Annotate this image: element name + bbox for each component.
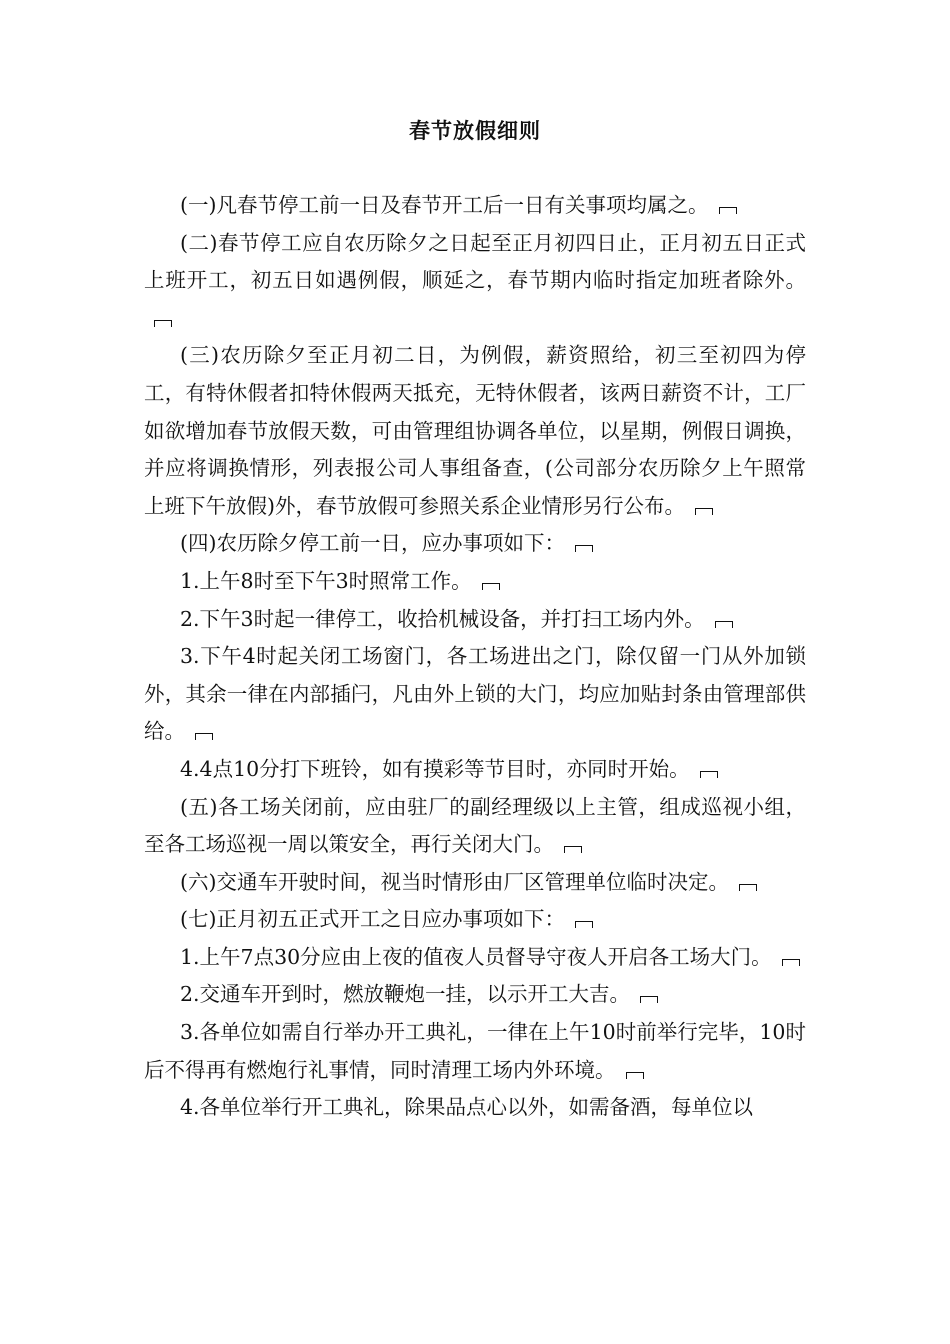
- document-title: 春节放假细则: [409, 119, 541, 143]
- paragraph: [144, 225, 806, 338]
- paragraph: [144, 337, 806, 525]
- paragraph: [144, 187, 806, 225]
- paragraph: [144, 751, 806, 789]
- paragraph-text: (七)正月初五正式开工之日应办事项如下：: [180, 907, 565, 932]
- paragraph-text: (六)交通车开驶时间，视当时情形由厂区管理单位临时决定。: [180, 869, 729, 894]
- paragraph-mark-icon: [154, 320, 172, 327]
- paragraph: [144, 864, 806, 902]
- paragraph-text: 2.下午3时起一律停工，收拾机械设备，并打扫工场内外。: [180, 606, 705, 631]
- paragraph-mark-icon: [626, 1072, 644, 1079]
- paragraph-text: (二)春节停工应自农历除夕之日起至正月初四日止，正月初五日正式上班开工，初五日如遇例假，顺延之，春节期内临时指定加班者除外。: [144, 230, 806, 293]
- paragraph-mark-icon: [695, 508, 713, 515]
- paragraph-mark-icon: [575, 545, 593, 552]
- paragraph-text: 3.各单位如需自行举办开工典礼，一律在上午10时前举行完毕，10时后不得再有燃炮行礼事情，同时清理工场内外环境。: [144, 1020, 806, 1082]
- paragraph-text: 4.各单位举行开工典礼，除果品点心以外，如需备酒，每单位以: [180, 1095, 754, 1120]
- paragraph: [144, 976, 806, 1014]
- paragraph: [144, 939, 806, 977]
- paragraph-text: (三)农历除夕至正月初二日，为例假，薪资照给，初三至初四为停工，有特休假者扣特休假两天抵充，无特休假者，该两日薪资不计，工厂如欲增加春节放假天数，可由管理组协调各单位，以星期，例假日调换，并应将调换情形，列表报公司人事组备查，(公司部分农历除夕上午照常上班下午放假)外，春节放假可参照关系企业情形另行公布。: [144, 343, 806, 518]
- paragraph-text: 1.上午8时至下午3时照常工作。: [180, 568, 472, 593]
- paragraph: [144, 789, 806, 864]
- paragraph-mark-icon: [782, 959, 800, 966]
- paragraph-mark-icon: [700, 771, 718, 778]
- paragraph-mark-icon: [739, 884, 757, 891]
- paragraph-text: (一)凡春节停工前一日及春节开工后一日有关事项均属之。: [180, 193, 709, 217]
- paragraph-mark-icon: [482, 583, 500, 590]
- paragraph-mark-icon: [195, 733, 213, 740]
- paragraph-mark-icon: [715, 621, 733, 628]
- paragraph-text: (四)农历除夕停工前一日，应办事项如下：: [180, 531, 565, 556]
- paragraph-mark-icon: [564, 846, 582, 853]
- paragraph: [144, 1014, 806, 1089]
- paragraph-text: 2.交通车开到时，燃放鞭炮一挂，以示开工大吉。: [180, 982, 631, 1007]
- paragraph-mark-icon: [719, 207, 737, 214]
- paragraph: [144, 638, 806, 751]
- paragraph-mark-icon: [575, 921, 593, 928]
- paragraph-mark-icon: [640, 996, 658, 1003]
- document-body: [144, 187, 806, 1127]
- paragraph-text: 3.下午4时起关闭工场窗门，各工场进出之门，除仅留一门从外加锁外，其余一律在内部插闩，凡由外上锁的大门，均应加贴封条由管理部供给。: [144, 644, 806, 744]
- paragraph-text: 1.上午7点30分应由上夜的值夜人员督导守夜人开启各工场大门。: [180, 944, 772, 969]
- paragraph: [144, 601, 806, 639]
- paragraph-text: 4.4点10分打下班铃，如有摸彩等节目时，亦同时开始。: [180, 756, 690, 781]
- paragraph-text: (五)各工场关闭前，应由驻厂的副经理级以上主管，组成巡视小组，至各工场巡视一周以策安全，再行关闭大门。: [144, 794, 806, 857]
- paragraph: [144, 1089, 806, 1127]
- paragraph: [144, 901, 806, 939]
- paragraph: [144, 525, 806, 563]
- paragraph: [144, 563, 806, 601]
